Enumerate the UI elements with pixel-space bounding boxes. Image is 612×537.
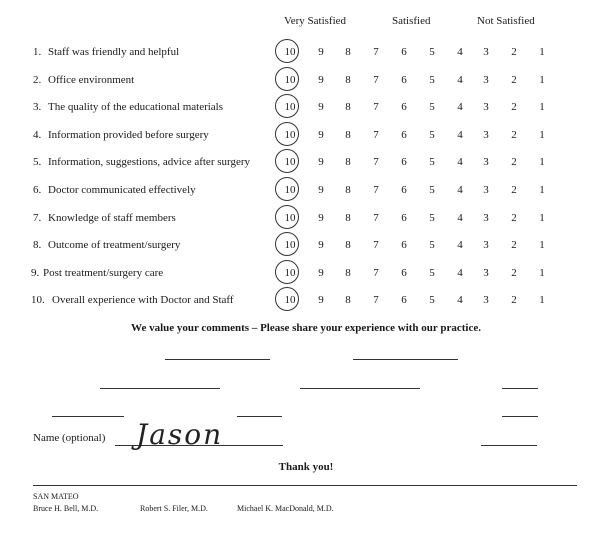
- question-row: [0, 267, 612, 283]
- rating-option[interactable]: 10: [284, 129, 296, 141]
- rating-option[interactable]: 7: [373, 129, 379, 141]
- rating-option[interactable]: 1: [539, 239, 545, 251]
- rating-option[interactable]: 5: [429, 46, 435, 58]
- rating-option[interactable]: 4: [457, 267, 463, 279]
- selected-rating-circle: [275, 122, 299, 146]
- rating-option[interactable]: 4: [457, 212, 463, 224]
- question-row: [0, 156, 612, 172]
- rating-option[interactable]: 7: [373, 239, 379, 251]
- rating-option[interactable]: 1: [539, 101, 545, 113]
- rating-option[interactable]: 2: [511, 156, 517, 168]
- question-text: Staff was friendly and helpful: [48, 46, 180, 58]
- selected-rating-circle: [275, 67, 299, 91]
- comment-line[interactable]: [165, 359, 270, 360]
- rating-option[interactable]: 6: [401, 267, 407, 279]
- rating-option[interactable]: 6: [401, 101, 407, 113]
- rating-option[interactable]: 5: [429, 239, 435, 251]
- rating-option[interactable]: 8: [345, 156, 351, 168]
- rating-option[interactable]: 4: [457, 239, 463, 251]
- rating-option[interactable]: 3: [483, 129, 489, 141]
- rating-option[interactable]: 5: [429, 101, 435, 113]
- rating-option[interactable]: 5: [429, 156, 435, 168]
- question-number: 6.: [33, 184, 42, 196]
- rating-option[interactable]: 6: [401, 294, 407, 306]
- rating-option[interactable]: 2: [511, 239, 517, 251]
- question-number: 9.: [31, 267, 40, 279]
- rating-option[interactable]: 4: [457, 156, 463, 168]
- rating-option[interactable]: 9: [318, 74, 324, 86]
- rating-option[interactable]: 4: [457, 74, 463, 86]
- rating-option[interactable]: 3: [483, 74, 489, 86]
- rating-option[interactable]: 5: [429, 267, 435, 279]
- question-text: Knowledge of staff members: [48, 212, 176, 224]
- rating-option[interactable]: 3: [483, 101, 489, 113]
- rating-option[interactable]: 2: [511, 184, 517, 196]
- rating-option[interactable]: 1: [539, 156, 545, 168]
- selected-rating-circle: [275, 205, 299, 229]
- rating-option[interactable]: 2: [511, 212, 517, 224]
- rating-option[interactable]: 5: [429, 129, 435, 141]
- question-row: [0, 129, 612, 145]
- rating-option[interactable]: 8: [345, 267, 351, 279]
- rating-option[interactable]: 9: [318, 294, 324, 306]
- rating-option[interactable]: 8: [345, 46, 351, 58]
- question-row: [0, 74, 612, 90]
- comment-line[interactable]: [100, 388, 220, 389]
- rating-option[interactable]: 10: [284, 294, 296, 306]
- rating-option[interactable]: 2: [511, 294, 517, 306]
- rating-option[interactable]: 6: [401, 74, 407, 86]
- name-label: Name (optional): [33, 432, 106, 444]
- comment-line[interactable]: [481, 445, 537, 446]
- rating-option[interactable]: 9: [318, 239, 324, 251]
- thank-you: Thank you!: [278, 461, 334, 473]
- rating-option[interactable]: 9: [318, 101, 324, 113]
- footer-location: SAN MATEO: [33, 492, 79, 501]
- question-number: 3.: [33, 101, 42, 113]
- question-number: 2.: [33, 74, 42, 86]
- rating-option[interactable]: 8: [345, 129, 351, 141]
- rating-option[interactable]: 9: [318, 212, 324, 224]
- question-text: Information provided before surgery: [48, 129, 209, 141]
- rating-option[interactable]: 1: [539, 267, 545, 279]
- question-row: [0, 184, 612, 200]
- rating-option[interactable]: 7: [373, 294, 379, 306]
- rating-option[interactable]: 5: [429, 212, 435, 224]
- comment-line[interactable]: [300, 388, 420, 389]
- question-text: Office environment: [48, 74, 135, 86]
- selected-rating-circle: [275, 287, 299, 311]
- rating-option[interactable]: 3: [483, 294, 489, 306]
- rating-option[interactable]: 1: [539, 212, 545, 224]
- footer-doctor: Robert S. Filer, M.D.: [140, 504, 208, 513]
- rating-option[interactable]: 2: [511, 129, 517, 141]
- rating-option[interactable]: 8: [345, 294, 351, 306]
- rating-option[interactable]: 3: [483, 267, 489, 279]
- question-text: Doctor communicated effectively: [48, 184, 196, 196]
- rating-option[interactable]: 8: [345, 101, 351, 113]
- question-number: 7.: [33, 212, 42, 224]
- rating-option[interactable]: 1: [539, 129, 545, 141]
- rating-option[interactable]: 10: [284, 74, 296, 86]
- rating-option[interactable]: 3: [483, 239, 489, 251]
- comment-line[interactable]: [237, 416, 282, 417]
- rating-option[interactable]: 1: [539, 46, 545, 58]
- question-row: [0, 101, 612, 117]
- rating-option[interactable]: 8: [345, 184, 351, 196]
- rating-option[interactable]: 10: [284, 184, 296, 196]
- rating-option[interactable]: 1: [539, 184, 545, 196]
- footer-doctor: Michael K. MacDonald, M.D.: [237, 504, 334, 513]
- rating-option[interactable]: 1: [539, 294, 545, 306]
- rating-option[interactable]: 9: [318, 129, 324, 141]
- question-text: The quality of the educational materials: [48, 101, 224, 113]
- rating-option[interactable]: 10: [284, 267, 296, 279]
- question-number: 10.: [31, 294, 45, 306]
- rating-option[interactable]: 2: [511, 101, 517, 113]
- rating-option[interactable]: 10: [284, 156, 296, 168]
- rating-option[interactable]: 10: [284, 212, 296, 224]
- rating-option[interactable]: 8: [345, 212, 351, 224]
- rating-option[interactable]: 2: [511, 74, 517, 86]
- question-number: 5.: [33, 156, 42, 168]
- comment-line[interactable]: [502, 388, 538, 389]
- rating-option[interactable]: 6: [401, 239, 407, 251]
- rating-option[interactable]: 10: [284, 46, 296, 58]
- footer-doctor: Bruce H. Bell, M.D.: [33, 504, 99, 513]
- comments-prompt: We value your comments – Please share your experience with our practice.: [131, 322, 481, 334]
- header-satisfied: Satisfied: [392, 15, 431, 27]
- rating-option[interactable]: 7: [373, 46, 379, 58]
- comment-line[interactable]: [353, 359, 458, 360]
- rating-option[interactable]: 8: [345, 74, 351, 86]
- rating-option[interactable]: 7: [373, 212, 379, 224]
- rating-option[interactable]: 7: [373, 156, 379, 168]
- question-text: Information, suggestions, advice after surgery: [48, 156, 251, 168]
- rating-option[interactable]: 4: [457, 101, 463, 113]
- selected-rating-circle: [275, 260, 299, 284]
- comment-line[interactable]: [52, 416, 124, 417]
- header-not-satisfied: Not Satisfied: [477, 15, 535, 27]
- question-text: Outcome of treatment/surgery: [48, 239, 181, 251]
- handwritten-signature: Jason: [136, 418, 224, 451]
- selected-rating-circle: [275, 39, 299, 63]
- question-number: 8.: [33, 239, 42, 251]
- rating-option[interactable]: 7: [373, 101, 379, 113]
- rating-option[interactable]: 7: [373, 184, 379, 196]
- header-very-satisfied: Very Satisfied: [284, 15, 347, 27]
- rating-option[interactable]: 9: [318, 184, 324, 196]
- question-number: 4.: [33, 129, 42, 141]
- question-text: Overall experience with Doctor and Staff: [52, 294, 234, 306]
- question-row: [0, 46, 612, 62]
- rating-option[interactable]: 3: [483, 46, 489, 58]
- question-row: [0, 294, 612, 310]
- question-row: [0, 212, 612, 228]
- rating-option[interactable]: 2: [511, 46, 517, 58]
- rating-option[interactable]: 6: [401, 184, 407, 196]
- rating-option[interactable]: 6: [401, 46, 407, 58]
- rating-option[interactable]: 4: [457, 129, 463, 141]
- rating-option[interactable]: 9: [318, 46, 324, 58]
- rating-option[interactable]: 3: [483, 212, 489, 224]
- rating-option[interactable]: 5: [429, 294, 435, 306]
- selected-rating-circle: [275, 232, 299, 256]
- rating-option[interactable]: 5: [429, 74, 435, 86]
- rating-option[interactable]: 3: [483, 156, 489, 168]
- rating-option[interactable]: 2: [511, 267, 517, 279]
- selected-rating-circle: [275, 177, 299, 201]
- question-row: [0, 239, 612, 255]
- question-text: Post treatment/surgery care: [43, 267, 164, 279]
- selected-rating-circle: [275, 149, 299, 173]
- selected-rating-circle: [275, 94, 299, 118]
- rating-option[interactable]: 9: [318, 156, 324, 168]
- rating-option[interactable]: 3: [483, 184, 489, 196]
- question-number: 1.: [33, 46, 42, 58]
- comment-line[interactable]: [502, 416, 538, 417]
- rating-option[interactable]: 6: [401, 156, 407, 168]
- rating-option[interactable]: 4: [457, 184, 463, 196]
- rating-option[interactable]: 7: [373, 74, 379, 86]
- rating-option[interactable]: 10: [284, 101, 296, 113]
- rating-option[interactable]: 6: [401, 212, 407, 224]
- rating-option[interactable]: 7: [373, 267, 379, 279]
- rating-option[interactable]: 6: [401, 129, 407, 141]
- rating-option[interactable]: 10: [284, 239, 296, 251]
- rating-option[interactable]: 9: [318, 267, 324, 279]
- rating-option[interactable]: 8: [345, 239, 351, 251]
- rating-option[interactable]: 4: [457, 46, 463, 58]
- rating-option[interactable]: 4: [457, 294, 463, 306]
- footer-divider: [33, 485, 577, 486]
- rating-option[interactable]: 5: [429, 184, 435, 196]
- rating-option[interactable]: 1: [539, 74, 545, 86]
